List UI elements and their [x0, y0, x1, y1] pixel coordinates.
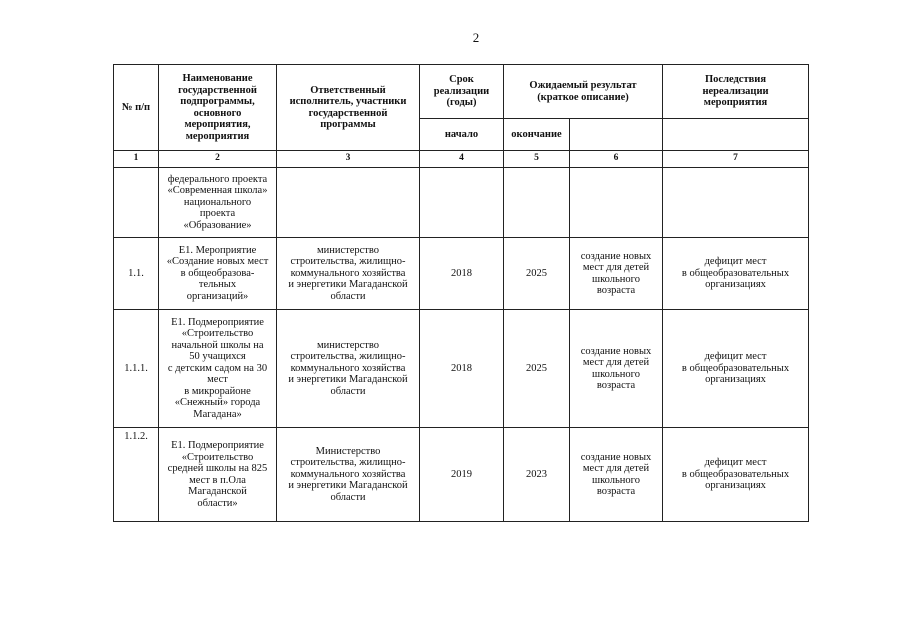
row-executor: министерство строительства, жилищно- коммунального хозяйства и энергетики Магаданской области — [277, 310, 420, 428]
row-end: 2025 — [504, 238, 570, 310]
row-result: создание новых мест для детей школьного возраста — [570, 238, 663, 310]
column-number: 3 — [277, 151, 420, 168]
row-end — [504, 168, 570, 238]
row-start: 2019 — [420, 428, 504, 522]
column-number: 4 — [420, 151, 504, 168]
row-consequences: дефицит мест в общеобразовательных организациях — [663, 310, 809, 428]
header-name: Наименование государственной подпрограммы, основного мероприятия, мероприятия — [159, 65, 277, 151]
page-number: 2 — [472, 30, 480, 45]
column-number: 6 — [570, 151, 663, 168]
row-result: создание новых мест для детей школьного возраста — [570, 310, 663, 428]
column-number-row — [114, 151, 809, 168]
row-name: Е1. Подмероприятие «Строительство средней школы на 825 мест в п.Ола Магаданской области» — [159, 428, 277, 522]
header-executor: Ответственный исполнитель, участники государственной программы — [277, 65, 420, 151]
header-start: начало — [420, 119, 504, 151]
row-num: 1.1.2. — [114, 428, 159, 522]
header-consequences: Последствия нереализации мероприятия — [663, 65, 809, 119]
header-term: Срок реализации (годы) — [420, 65, 504, 119]
row-start — [420, 168, 504, 238]
table-row — [114, 168, 809, 238]
row-name: Е1. Мероприятие «Создание новых мест в общеобразова- тельных организаций» — [159, 238, 277, 310]
row-num: 1.1.1. — [114, 310, 159, 428]
table-row — [114, 310, 809, 428]
header-end: окончание — [504, 119, 570, 151]
header-empty-7 — [663, 119, 809, 151]
table-row — [114, 428, 809, 522]
column-number: 5 — [504, 151, 570, 168]
table-row — [114, 238, 809, 310]
row-executor — [277, 168, 420, 238]
column-number: 7 — [663, 151, 809, 168]
row-result — [570, 168, 663, 238]
header-row — [114, 65, 809, 119]
header-result: Ожидаемый результат (краткое описание) — [504, 65, 663, 119]
row-name: Е1. Подмероприятие «Строительство начальной школы на 50 учащихся с детским садом на 30 мест в микрорайоне «Снежный» города Магадана» — [159, 310, 277, 428]
header-empty-6 — [570, 119, 663, 151]
row-consequences — [663, 168, 809, 238]
header-num: № п/п — [114, 65, 159, 151]
row-start: 2018 — [420, 310, 504, 428]
row-end: 2025 — [504, 310, 570, 428]
row-result: создание новых мест для детей школьного возраста — [570, 428, 663, 522]
row-executor: Министерство строительства, жилищно- коммунального хозяйства и энергетики Магаданской области — [277, 428, 420, 522]
row-executor: министерство строительства, жилищно- коммунального хозяйства и энергетики Магаданской области — [277, 238, 420, 310]
row-start: 2018 — [420, 238, 504, 310]
program-table — [113, 64, 809, 522]
row-name: федерального проекта «Современная школа» национального проекта «Образование» — [159, 168, 277, 238]
row-consequences: дефицит мест в общеобразовательных организациях — [663, 428, 809, 522]
row-consequences: дефицит мест в общеобразовательных организациях — [663, 238, 809, 310]
column-number: 2 — [159, 151, 277, 168]
row-num — [114, 168, 159, 238]
row-num: 1.1. — [114, 238, 159, 310]
column-number: 1 — [114, 151, 159, 168]
row-end: 2023 — [504, 428, 570, 522]
